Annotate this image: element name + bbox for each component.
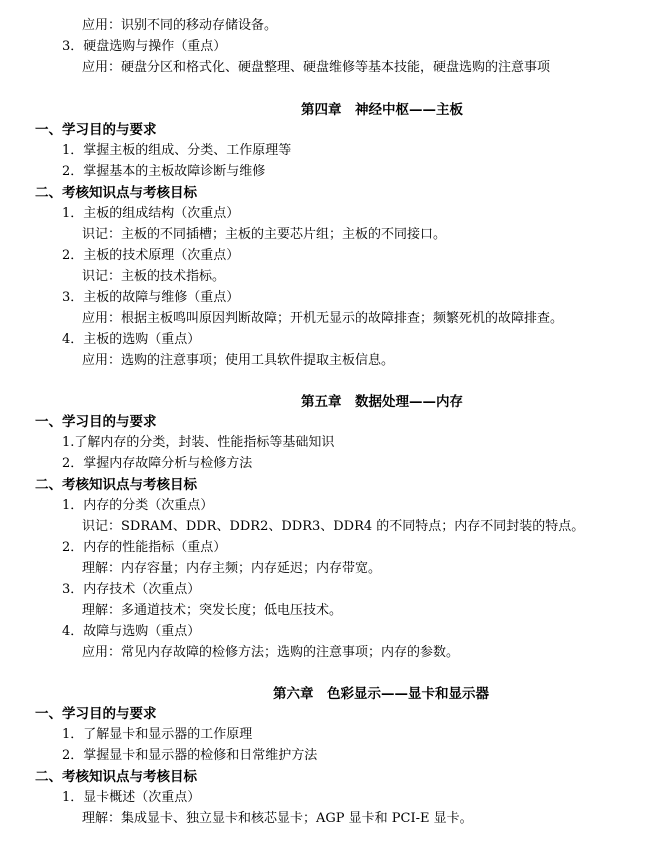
item-title: 2．主板的技术原理（次重点） bbox=[62, 248, 240, 263]
item-title: 4．主板的选购（重点） bbox=[62, 332, 201, 347]
item-detail: 应用：识别不同的移动存储设备。 bbox=[82, 18, 278, 33]
section-heading: 一、学习目的与要求 bbox=[35, 122, 157, 138]
item-title: 1．掌握主板的组成、分类、工作原理等 bbox=[62, 143, 292, 158]
item-detail: 理解：内存容量；内存主频；内存延迟；内存带宽。 bbox=[82, 561, 382, 576]
section-heading: 二、考核知识点与考核目标 bbox=[35, 769, 197, 785]
item-title: 3．硬盘选购与操作（重点） bbox=[62, 39, 227, 54]
item-title: 3．主板的故障与维修（重点） bbox=[62, 290, 240, 305]
item-title: 1．主板的组成结构（次重点） bbox=[62, 206, 240, 221]
item-detail: 应用：选购的注意事项；使用工具软件提取主板信息。 bbox=[82, 353, 395, 368]
item-detail: 识记：主板的不同插槽；主板的主要芯片组；主板的不同接口。 bbox=[82, 227, 447, 242]
item-title: 1．显卡概述（次重点） bbox=[62, 790, 201, 805]
item-title: 3．内存技术（次重点） bbox=[62, 582, 201, 597]
item-detail: 识记：主板的技术指标。 bbox=[82, 269, 226, 284]
item-detail: 理解：多通道技术；突发长度；低电压技术。 bbox=[82, 603, 343, 618]
chapter-title: 第六章 色彩显示——显卡和显示器 bbox=[273, 686, 489, 702]
item-title: 4．故障与选购（重点） bbox=[62, 624, 201, 639]
item-title: 1．了解显卡和显示器的工作原理 bbox=[62, 727, 253, 742]
item-title: 1.了解内存的分类，封装、性能指标等基础知识 bbox=[62, 435, 335, 450]
section-heading: 一、学习目的与要求 bbox=[35, 706, 157, 722]
section-heading: 二、考核知识点与考核目标 bbox=[35, 477, 197, 493]
chapter-title: 第五章 数据处理——内存 bbox=[301, 394, 463, 410]
item-title: 2．掌握内存故障分析与检修方法 bbox=[62, 456, 253, 471]
item-detail: 理解：集成显卡、独立显卡和核芯显卡；AGP 显卡和 PCI-E 显卡。 bbox=[82, 811, 473, 826]
section-heading: 二、考核知识点与考核目标 bbox=[35, 185, 197, 201]
item-detail: 识记：SDRAM、DDR、DDR2、DDR3、DDR4 的不同特点；内存不同封装的特点。 bbox=[82, 519, 585, 534]
item-detail: 应用：常见内存故障的检修方法；选购的注意事项；内存的参数。 bbox=[82, 645, 460, 660]
item-detail: 应用：根据主板鸣叫原因判断故障；开机无显示的故障排查；频繁死机的故障排查。 bbox=[82, 311, 564, 326]
section-heading: 一、学习目的与要求 bbox=[35, 414, 157, 430]
item-detail: 应用：硬盘分区和格式化、硬盘整理、硬盘维修等基本技能，硬盘选购的注意事项 bbox=[82, 60, 551, 75]
item-title: 1．内存的分类（次重点） bbox=[62, 498, 214, 513]
chapter-title: 第四章 神经中枢——主板 bbox=[301, 102, 463, 118]
item-title: 2．内存的性能指标（重点） bbox=[62, 540, 227, 555]
item-title: 2．掌握显卡和显示器的检修和日常维护方法 bbox=[62, 748, 318, 763]
item-title: 2．掌握基本的主板故障诊断与维修 bbox=[62, 164, 266, 179]
